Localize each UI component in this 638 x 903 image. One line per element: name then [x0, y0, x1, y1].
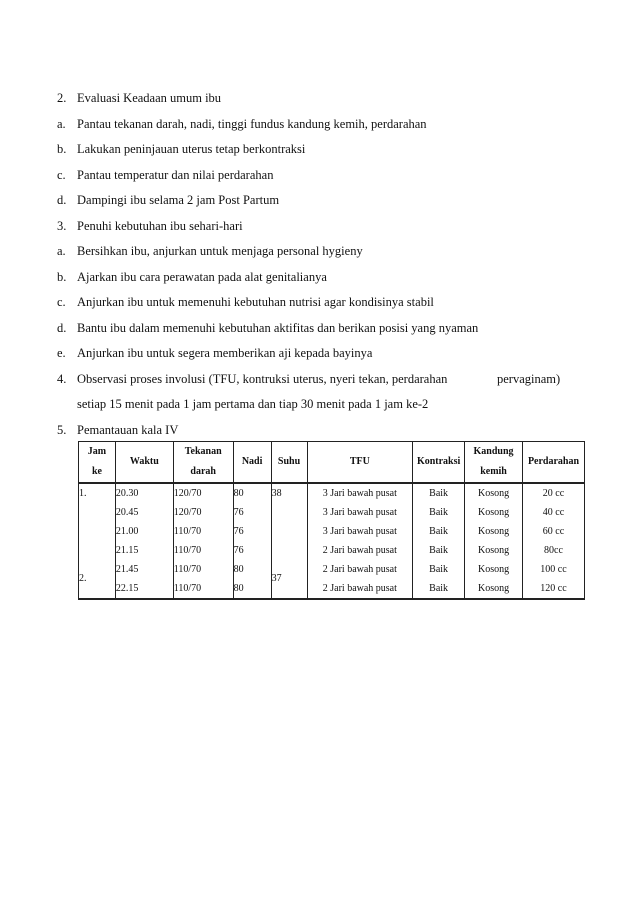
cell-kontraksi: Baik — [413, 483, 465, 503]
list-text: Pantau temperatur dan nilai perdarahan — [77, 167, 274, 182]
cell-waktu: 21.00 — [115, 522, 173, 541]
table-row — [79, 503, 585, 522]
header-kontraksi: Kontraksi — [413, 442, 465, 484]
table-row — [79, 579, 585, 599]
list-marker: 5. — [57, 422, 67, 437]
table-row — [79, 560, 585, 579]
cell-suhu — [271, 503, 307, 522]
list-text: Evaluasi Keadaan umum ibu — [77, 91, 222, 105]
cell-tfu: 3 Jari bawah pusat — [307, 483, 413, 503]
cell-jam — [79, 541, 116, 560]
cell-nadi: 80 — [233, 579, 271, 599]
cell-perdarahan: 100 cc — [523, 560, 585, 579]
cell-jam — [79, 503, 116, 522]
cell-waktu: 21.45 — [115, 560, 173, 579]
cell-jam: 1. — [79, 483, 116, 503]
cell-tfu: 2 Jari bawah pusat — [307, 579, 413, 599]
list-text: Penuhi kebutuhan ibu sehari-hari — [77, 218, 243, 233]
list-text: Lakukan peninjauan uterus tetap berkontraksi — [77, 142, 306, 156]
list-marker: e. — [57, 346, 66, 360]
cell-nadi: 80 — [233, 483, 271, 503]
list-text: Dampingi ibu selama 2 jam Post Partum — [77, 193, 280, 207]
list-marker: b. — [57, 269, 67, 284]
cell-jam: 2. — [79, 560, 116, 599]
header-tekanan-darah: Tekanan darah — [173, 442, 233, 484]
cell-perdarahan: 60 cc — [523, 522, 585, 541]
cell-kontraksi: Baik — [413, 541, 465, 560]
cell-kandung: Kosong — [465, 522, 523, 541]
cell-tekanan: 110/70 — [173, 560, 233, 579]
cell-perdarahan: 20 cc — [523, 483, 585, 503]
cell-tfu: 3 Jari bawah pusat — [307, 503, 413, 522]
list-marker: 4. — [57, 371, 67, 386]
cell-kandung: Kosong — [465, 579, 523, 599]
cell-kandung: Kosong — [465, 560, 523, 579]
cell-tekanan: 120/70 — [173, 483, 233, 503]
list-marker: a. — [57, 116, 66, 131]
cell-nadi: 76 — [233, 522, 271, 541]
list-text: Anjurkan ibu untuk segera memberikan aji kepada bayinya — [77, 346, 373, 360]
cell-kandung: Kosong — [465, 503, 523, 522]
header-jam-ke: Jam ke — [79, 442, 116, 484]
cell-tekanan: 110/70 — [173, 522, 233, 541]
list-text-tail: pervaginam) — [497, 371, 561, 386]
cell-kandung: Kosong — [465, 541, 523, 560]
header-tfu: TFU — [307, 442, 413, 484]
table-row — [79, 541, 585, 560]
cell-nadi: 76 — [233, 541, 271, 560]
header-perdarahan: Perdarahan — [523, 442, 585, 484]
cell-waktu: 21.15 — [115, 541, 173, 560]
cell-tfu: 3 Jari bawah pusat — [307, 522, 413, 541]
cell-kontraksi: Baik — [413, 560, 465, 579]
cell-jam — [79, 522, 116, 541]
cell-kontraksi: Baik — [413, 579, 465, 599]
cell-suhu — [271, 522, 307, 541]
list-marker: 3. — [57, 218, 67, 233]
cell-nadi: 80 — [233, 560, 271, 579]
monitoring-table — [78, 441, 585, 600]
list-marker: c. — [57, 167, 66, 182]
list-marker: c. — [57, 295, 66, 309]
list-marker: a. — [57, 244, 66, 258]
table-row — [79, 522, 585, 541]
cell-tekanan: 120/70 — [173, 503, 233, 522]
list-marker: d. — [57, 320, 67, 335]
list-text: Bersihkan ibu, anjurkan untuk menjaga personal hygieny — [77, 244, 363, 258]
list-marker: b. — [57, 142, 67, 156]
cell-perdarahan: 80cc — [523, 541, 585, 560]
list-text: setiap 15 menit pada 1 jam pertama dan tiap 30 menit pada 1 jam ke-2 — [77, 397, 429, 411]
cell-perdarahan: 40 cc — [523, 503, 585, 522]
list-text: Pantau tekanan darah, nadi, tinggi fundus kandung kemih, perdarahan — [77, 116, 427, 131]
header-kandung-kemih: Kandung kemih — [465, 442, 523, 484]
cell-suhu — [271, 541, 307, 560]
list-text: Pemantauan kala IV — [77, 422, 179, 437]
cell-nadi: 76 — [233, 503, 271, 522]
cell-kontraksi: Baik — [413, 503, 465, 522]
table-row — [79, 483, 585, 503]
header-nadi: Nadi — [233, 442, 271, 484]
cell-tekanan: 110/70 — [173, 541, 233, 560]
cell-tekanan: 110/70 — [173, 579, 233, 599]
cell-waktu: 22.15 — [115, 579, 173, 599]
cell-tfu: 2 Jari bawah pusat — [307, 541, 413, 560]
list-text: Observasi proses involusi (TFU, kontruksi uterus, nyeri tekan, perdarahan — [77, 371, 448, 386]
cell-perdarahan: 120 cc — [523, 579, 585, 599]
list-text: Bantu ibu dalam memenuhi kebutuhan aktifitas dan berikan posisi yang nyaman — [77, 320, 479, 335]
cell-tfu: 2 Jari bawah pusat — [307, 560, 413, 579]
cell-kandung: Kosong — [465, 483, 523, 503]
list-marker: 2. — [57, 91, 67, 105]
header-waktu: Waktu — [115, 442, 173, 484]
list-text: Ajarkan ibu cara perawatan pada alat genitalianya — [77, 269, 327, 284]
header-suhu: Suhu — [271, 442, 307, 484]
list-text: Anjurkan ibu untuk memenuhi kebutuhan nutrisi agar kondisinya stabil — [77, 295, 434, 309]
list-marker: d. — [57, 193, 67, 207]
cell-kontraksi: Baik — [413, 522, 465, 541]
cell-suhu: 37 — [271, 560, 307, 599]
table-header-row — [79, 442, 585, 484]
cell-waktu: 20.30 — [115, 483, 173, 503]
cell-suhu: 38 — [271, 483, 307, 503]
cell-waktu: 20.45 — [115, 503, 173, 522]
